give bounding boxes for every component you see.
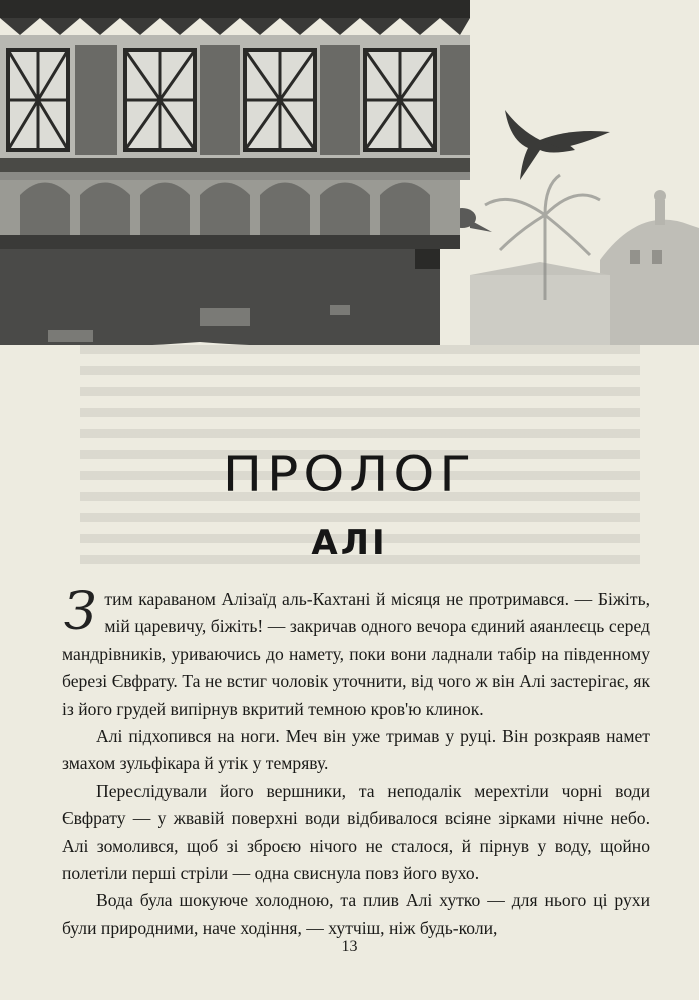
page-number: 13 xyxy=(341,938,358,955)
balcony-icon xyxy=(0,0,470,355)
paragraph: Переслідували його вершники, та неподалік мерехтіли чорні води Євфрату — у жвавій поверхні води відбивалося всіяне зірками нічне небо. Алі зомолився, щоб зі зброєю нічого не сталося, й пірнув у воду, щойно полетіли перші стріли — одна свиснула повз його вухо. xyxy=(62,780,650,884)
palace-balcony-illustration xyxy=(0,0,699,355)
chapter-subtitle: АЛІ xyxy=(311,523,388,564)
paragraph: Зтим караваном Алізаїд аль-Кахтані й місяця не протримався. — Біжіть, мій царевичу, біжіть! — закричав одного вечора єдиний аяанлеєць серед мандрівників, уриваючись до намету, поки вони ладнали табір на південному березі Євфрату. Та не встиг чоловік уточнити, від чого ж він Алі застерігає, як із його грудей випірнув вкритий темною кров'ю клинок. xyxy=(62,582,650,719)
body-text xyxy=(62,582,650,942)
drop-cap: З xyxy=(64,582,97,642)
paragraph: Вода була шокуюче холодною, та плив Алі хутко — для нього ці рухи були природними, наче ходіння, — хутчіш, ніж будь-коли, xyxy=(62,890,650,938)
chapter-title: ПРОЛОГ xyxy=(222,447,477,503)
paragraph: Алі підхопився на ноги. Меч він уже тримав у руці. Він розкраяв намет змахом зульфікара й утік у темряву. xyxy=(62,726,650,774)
